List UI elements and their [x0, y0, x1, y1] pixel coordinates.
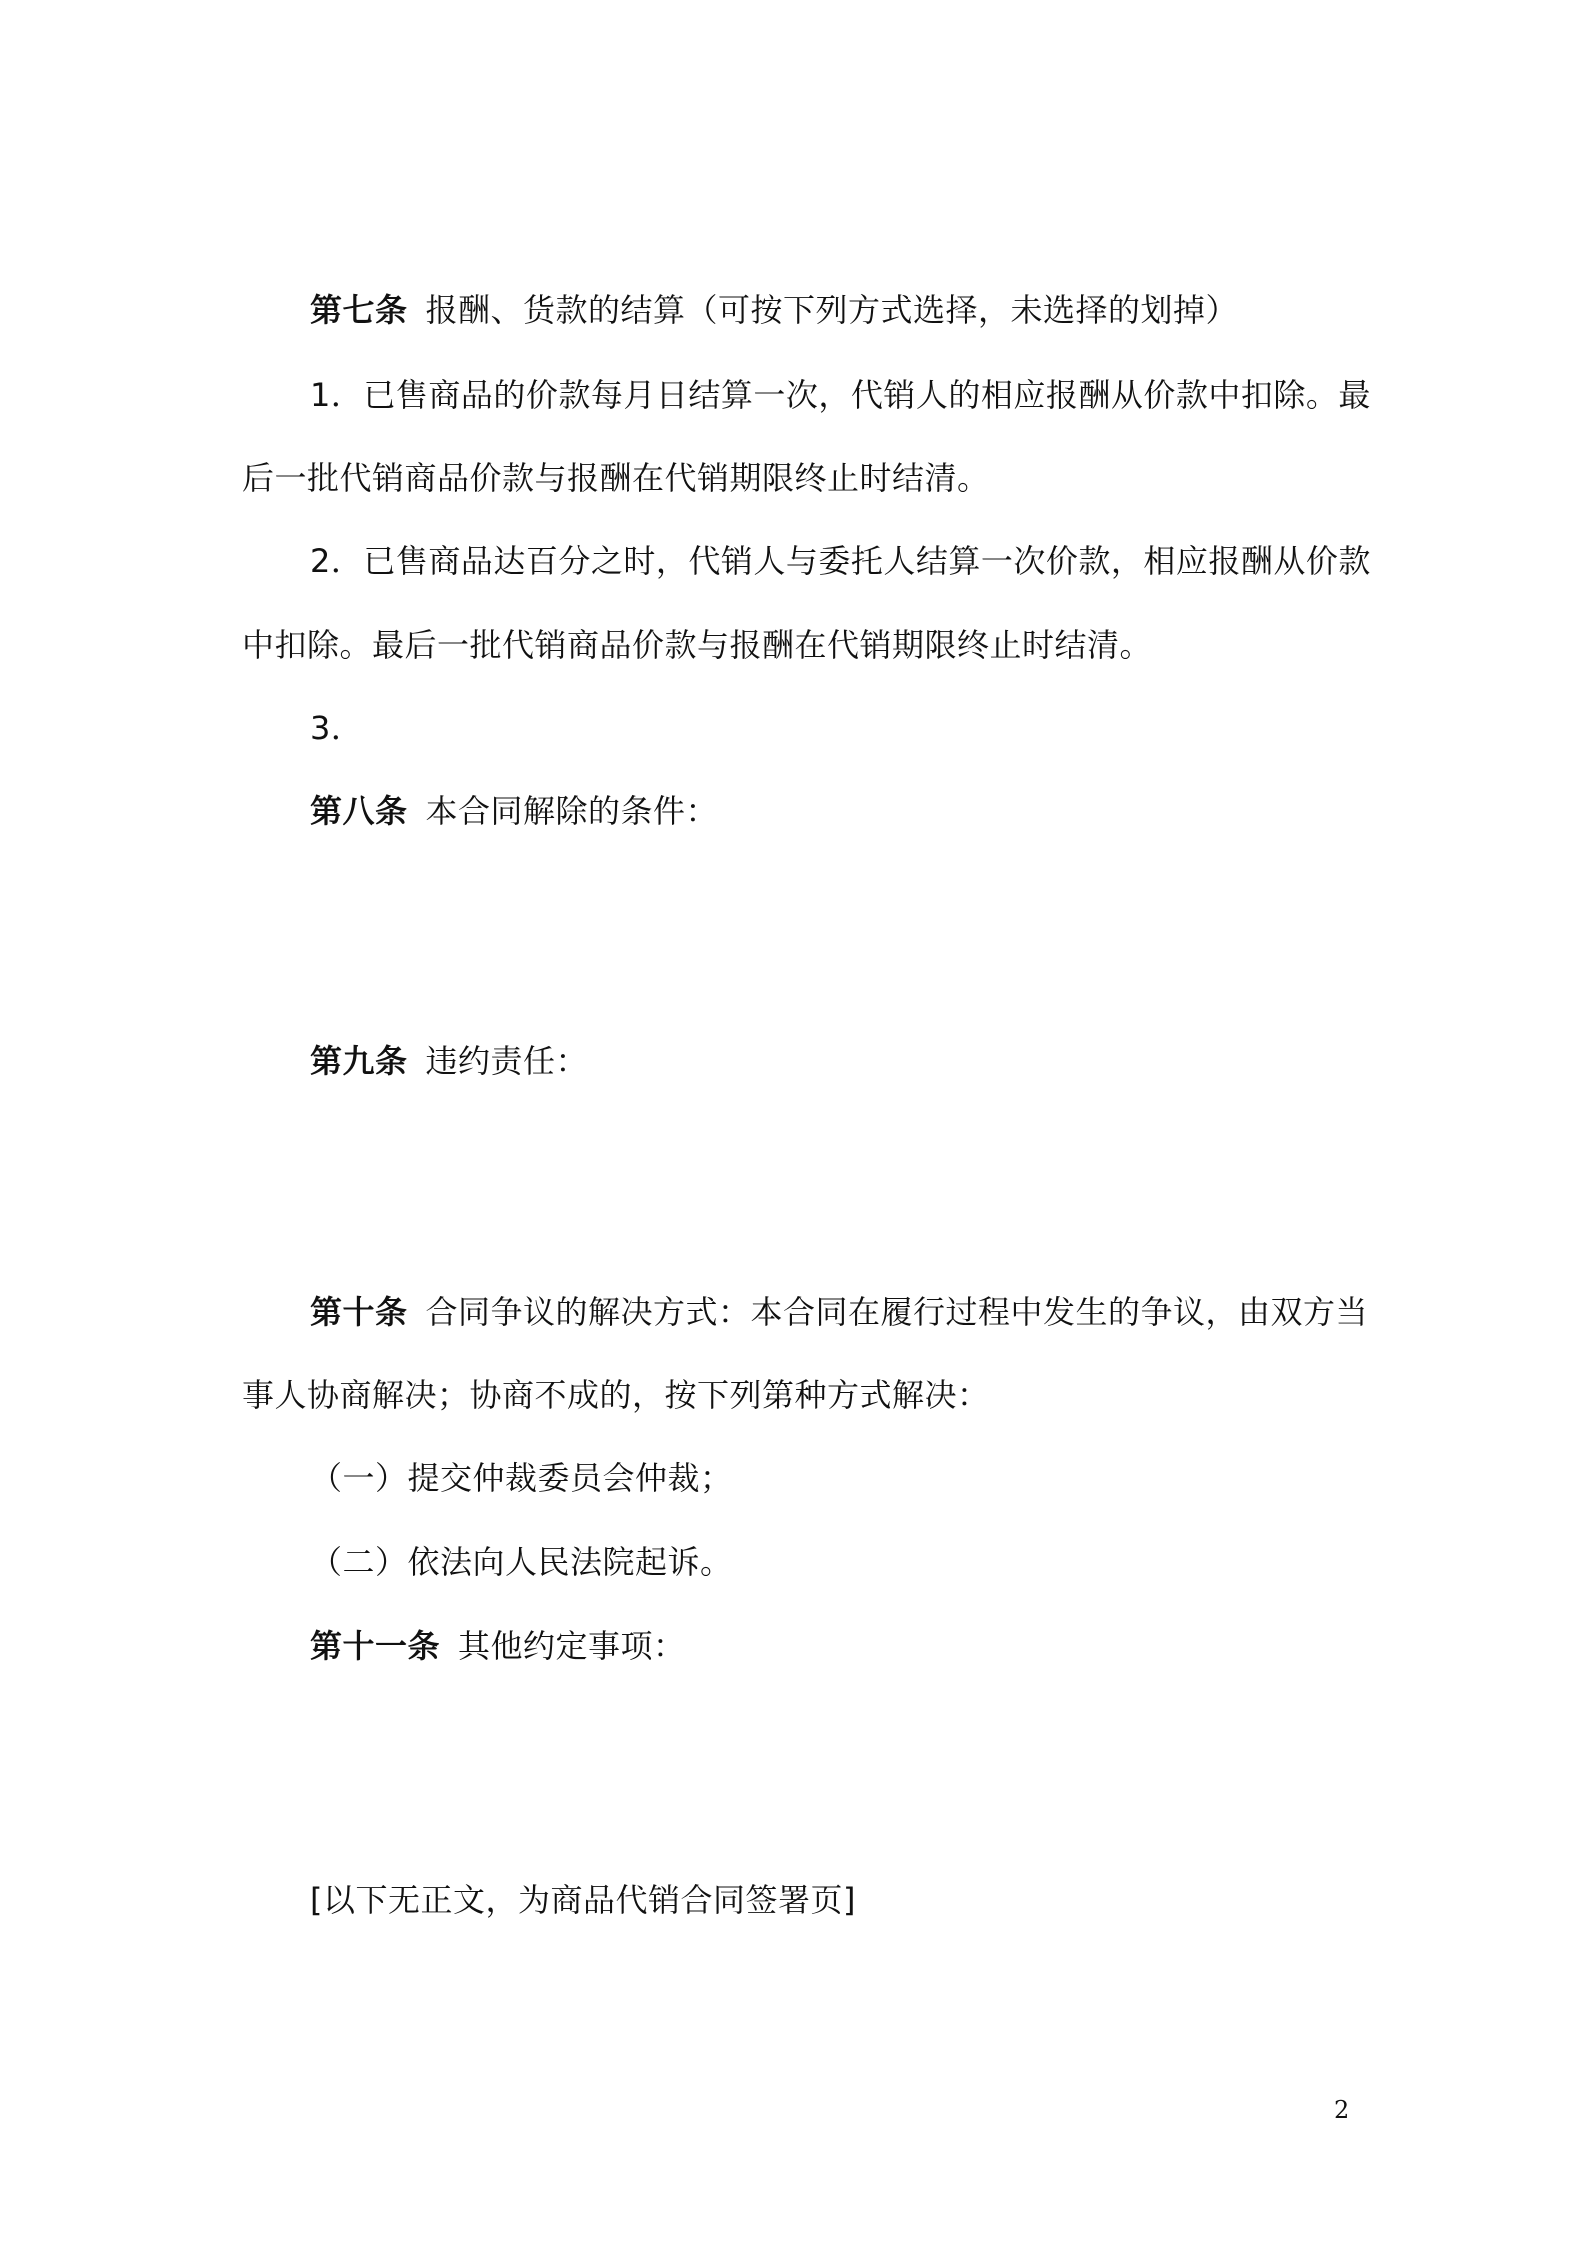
- article-9-text: 违约责任：: [425, 1042, 589, 1080]
- article-10-title: [310, 1290, 1368, 1334]
- article-8-heading: 第八条: [310, 792, 408, 830]
- article-7-item-2-line-2: 中扣除。最后一批代销商品价款与报酬在代销期限终止时结清。: [242, 626, 1153, 664]
- article-7-title: [310, 288, 1238, 332]
- article-11-heading: 第十一条: [310, 1627, 441, 1665]
- article-10-heading: 第十条: [310, 1293, 408, 1331]
- closing-note: [以下无正文，为商品代销合同签署页]: [310, 1881, 856, 1919]
- article-8-title: [310, 789, 718, 833]
- article-11-title: [310, 1624, 686, 1668]
- article-10-text-line-1: 合同争议的解决方式：本合同在履行过程中发生的争议，由双方当: [425, 1293, 1369, 1331]
- article-7-heading: 第七条: [310, 291, 408, 329]
- article-10-option-1: （一）提交仲裁委员会仲裁；: [310, 1459, 733, 1497]
- article-10-option-2: （二）依法向人民法院起诉。: [310, 1543, 733, 1581]
- article-7-item-1-line-2: 后一批代销商品价款与报酬在代销期限终止时结清。: [242, 459, 990, 497]
- article-10-text-line-2: 事人协商解决；协商不成的，按下列第种方式解决：: [242, 1376, 990, 1414]
- article-8-text: 本合同解除的条件：: [425, 792, 719, 830]
- article-11-text: 其他约定事项：: [458, 1627, 686, 1665]
- article-9-title: [310, 1039, 588, 1083]
- article-7-item-3: 3．: [310, 709, 364, 747]
- article-7-item-2-line-1: 2．已售商品达百分之时，代销人与委托人结算一次价款，相应报酬从价款: [310, 542, 1371, 580]
- article-9-heading: 第九条: [310, 1042, 408, 1080]
- article-7-item-1-line-1: 1．已售商品的价款每月日结算一次，代销人的相应报酬从价款中扣除。最: [310, 376, 1371, 414]
- article-7-text: 报酬、货款的结算（可按下列方式选择，未选择的划掉）: [425, 291, 1239, 329]
- page-number: 2: [1334, 2096, 1350, 2124]
